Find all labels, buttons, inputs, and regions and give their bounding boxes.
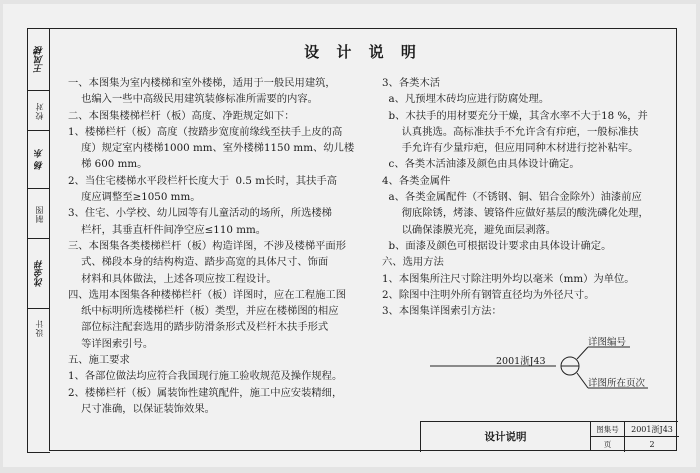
- text-line: 1、各部位做法均应符合我国现行施工验收规范及操作规程。: [68, 370, 343, 383]
- text-line: 三、本图集各类楼梯栏杆（板）构造详图，不涉及楼梯平面形: [68, 239, 347, 252]
- page-key: 页: [591, 437, 625, 452]
- detail-number-label: 详图编号: [588, 337, 627, 348]
- sidebar-cell-drafter-label: [28, 189, 50, 239]
- text-line: 认真挑选。高标准扶手不允许含有疖疤，一般标准扶: [382, 125, 639, 138]
- sidebar-cell-drafter: [28, 239, 50, 309]
- drawing-frame: [49, 28, 677, 451]
- title-block-name: 设计说明: [421, 422, 591, 451]
- drafter-label: 制图: [34, 204, 44, 223]
- text-line: a、各类金属配件（不锈钢、铜、铝合金除外）油漆前应: [382, 191, 642, 204]
- text-line: 2、楼梯栏杆（板）属装饰性建筑配件，施工中应安装精细，: [68, 386, 343, 399]
- text-line: 四、选用本图集各种楼梯栏杆（板）详图时，应在工程施工图: [68, 288, 347, 301]
- text-line: c、各类木活油漆及颜色由具体设计确定。: [382, 158, 580, 171]
- text-line: 1、本图集所注尺寸除注明外均以毫米（mm）为单位。: [382, 272, 635, 285]
- text-line: 手允许有少量疖疤，但应用同种木材进行挖补粘牢。: [382, 142, 639, 155]
- atlas-number-value: 2001浙J43: [625, 422, 679, 437]
- designer-label: 设计: [34, 319, 44, 337]
- text-line: 也编入一些中高级民用建筑装修标准所需要的内容。: [68, 93, 318, 106]
- text-line: 度应调整至≥1050 mm。: [68, 191, 201, 204]
- text-line: 五、施工要求: [68, 354, 130, 367]
- text-line: b、面漆及颜色可根据设计要求由具体设计确定。: [382, 239, 612, 252]
- sidebar-cell-checker: [28, 131, 50, 189]
- page-title: 设 计 说 明: [304, 43, 422, 61]
- text-line: 栏杆，其垂直杆件间净空应≤110 mm。: [68, 223, 267, 236]
- text-line: 度）规定室内楼梯1000 mm、室外楼梯1150 mm、幼儿楼: [68, 142, 355, 155]
- text-line: 彻底除锈，烤漆、镀铬件应做好基层的酸洗磷化处理，: [382, 207, 649, 220]
- text-line: 2、当住宅楼梯水平段栏杆长度大于 0.5 m长时，其扶手高: [68, 174, 338, 187]
- sidebar-cell-reviewer: [28, 29, 50, 91]
- text-line: 部位标注配套选用的踏步防滑条形式及栏杆木扶手形式: [68, 321, 329, 334]
- drawing-sheet: [3, 4, 696, 467]
- text-line: a、凡预埋木砖均应进行防腐处理。: [382, 93, 550, 106]
- text-line: b、木扶手的用材要充分干燥，其含水率不大于18 %，并: [382, 109, 648, 122]
- text-line: 尺寸准确，以保证装饰效果。: [68, 402, 215, 415]
- reviewer-signature: 王凤楼: [34, 46, 45, 73]
- text-line: 二、本图集楼梯栏杆（板）高度、净距规定如下：: [68, 109, 295, 122]
- sidebar-cell-designer: [28, 309, 50, 452]
- text-line: 以确保漆膜光亮，避免面层剥落。: [382, 223, 557, 236]
- text-line: 3、本图集详图索引方法：: [382, 305, 502, 318]
- page-number: 2: [649, 440, 655, 449]
- text-line: 梯 600 mm。: [68, 158, 148, 171]
- text-line: 1、楼梯栏杆（板）高度（按踏步宽度前缘线至扶手上皮的高: [68, 125, 343, 138]
- detail-page-label: 详图所在页次: [588, 378, 646, 389]
- sidebar-cell-checker-label: [28, 91, 50, 131]
- drafter-signature: 沈金祥: [34, 260, 45, 287]
- text-line: 2、除图中注明外所有钢管直径均为外径尺寸。: [382, 288, 595, 301]
- index-diagram: [430, 331, 650, 401]
- left-column: [68, 75, 380, 417]
- text-line: 纸中标明所选楼梯栏杆（板）类型，并应在楼梯图的相应: [68, 305, 339, 318]
- text-line: 材料和具体做法，上述各项应按工程设计。: [68, 272, 277, 285]
- checker-label: 校对: [34, 101, 44, 120]
- text-line: 式、梯段本身的结构构造、踏步高宽的具体尺寸、饰面: [68, 256, 329, 269]
- signature-sidebar: [27, 28, 50, 453]
- text-line: 3、各类木活: [382, 77, 441, 89]
- text-line: 4、各类金属件: [382, 174, 451, 187]
- right-column: [382, 75, 672, 319]
- text-line: 六、选用方法: [382, 256, 444, 269]
- title-block: [420, 421, 678, 452]
- text-line: 等详图索引号。: [68, 337, 154, 350]
- index-ref: 2001浙J43: [496, 356, 546, 367]
- text-line: 一、本图集为室内楼梯和室外楼梯，适用于一般民用建筑，: [68, 77, 336, 89]
- checker-signature: 杨 东: [34, 148, 45, 171]
- atlas-number-key: 图集号: [591, 422, 625, 437]
- text-line: 3、住宅、小学校、幼儿园等有儿童活动的场所，所选楼梯: [68, 207, 332, 220]
